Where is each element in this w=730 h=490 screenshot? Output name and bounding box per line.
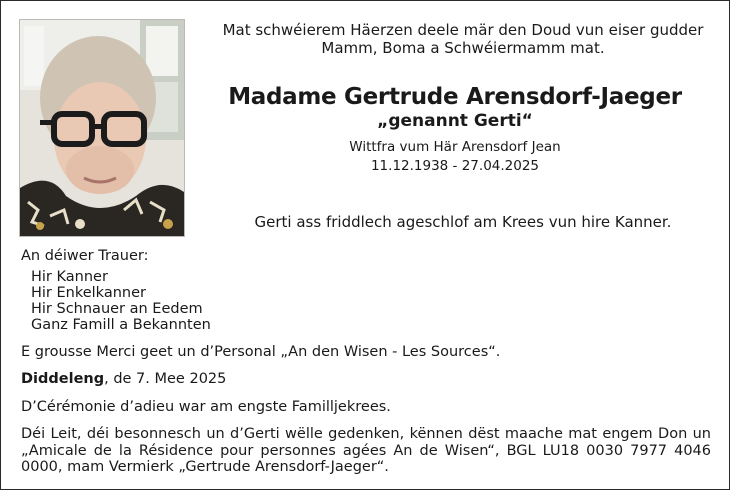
mourner-item: Hir Enkelkanner bbox=[31, 285, 146, 301]
mourner-item: Ganz Famill a Bekannten bbox=[31, 317, 211, 333]
mourner-item: Hir Schnauer an Eedem bbox=[31, 301, 203, 317]
life-dates: 11.12.1938 - 27.04.2025 bbox=[370, 158, 540, 174]
mourner-item: Hir Kanner bbox=[31, 269, 108, 285]
intro-line: Mat schwéierem Häerzen deele mär den Doud vun eiser gudder bbox=[222, 21, 704, 39]
intro-text bbox=[213, 21, 713, 57]
ceremony-text: D’Cérémonie d’adieu war am engste Familljekrees. bbox=[21, 399, 391, 415]
thanks-text: E grousse Merci geet un d’Personal „An den Wisen - Les Sources“. bbox=[21, 344, 501, 360]
widow-of-text: Wittfra vum Här Arensdorf Jean bbox=[349, 139, 561, 155]
passing-text: Gerti ass friddlech ageschlof am Krees vun hire Kanner. bbox=[254, 213, 672, 231]
donation-text: Déi Leit, déi besonnesch un d’Gerti wëlle gedenken, kënnen dëst maache mat engem Don un „Amicale de la Résidence pour personnes agées An de Wisen“, BGL LU18 0030 7977 4046 0000, mam Vermierk „Gertrude Arensdorf-Jaeger“. bbox=[21, 426, 711, 475]
place-date-line bbox=[21, 371, 226, 387]
mourners-title: An déiwer Trauer: bbox=[21, 248, 149, 264]
deceased-name: Madame Gertrude Arensdorf-Jaeger bbox=[228, 84, 682, 110]
portrait-photo bbox=[19, 19, 185, 237]
intro-line: Mamm, Boma a Schwéiermamm mat. bbox=[321, 39, 605, 57]
place-date: , de 7. Mee 2025 bbox=[104, 371, 227, 387]
mourners-list bbox=[31, 269, 211, 333]
deceased-nickname: „genannt Gerti“ bbox=[377, 111, 533, 131]
place-town: Diddeleng bbox=[21, 371, 105, 387]
